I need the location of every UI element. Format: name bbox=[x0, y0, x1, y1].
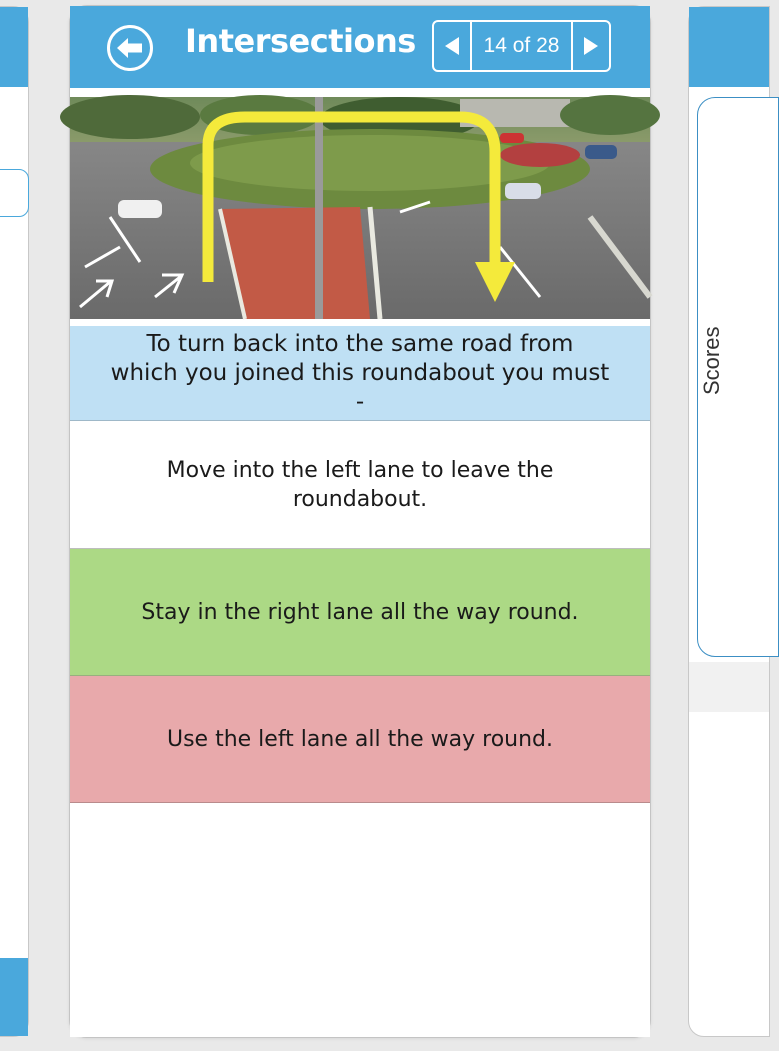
answer-option-1[interactable]: Move into the left lane to leave the roundabout. bbox=[70, 422, 650, 549]
roundabout-photo bbox=[70, 97, 650, 319]
previous-question-button[interactable] bbox=[434, 22, 470, 70]
card-empty-area bbox=[70, 803, 650, 1037]
previous-card-field bbox=[0, 169, 29, 217]
header-bar bbox=[70, 6, 650, 88]
answer-option-2[interactable]: Stay in the right lane all the way round. bbox=[70, 549, 650, 676]
next-card-edge[interactable] bbox=[688, 6, 770, 1037]
answer-option-3[interactable]: Use the left lane all the way round. bbox=[70, 676, 650, 803]
previous-card-header bbox=[0, 7, 28, 87]
back-button[interactable] bbox=[106, 24, 154, 72]
page-title: Intersections bbox=[185, 22, 416, 60]
previous-card-edge[interactable] bbox=[0, 6, 29, 1037]
next-question-button[interactable] bbox=[573, 22, 609, 70]
question-pager bbox=[432, 20, 611, 72]
question-text: To turn back into the same road from which you joined this roundabout you must - bbox=[70, 326, 650, 421]
next-card-header bbox=[689, 7, 769, 87]
question-counter: 14 of 28 bbox=[470, 22, 573, 70]
triangle-left-icon bbox=[443, 35, 461, 57]
question-card bbox=[69, 5, 651, 1038]
back-arrow-circle-icon bbox=[106, 24, 154, 72]
triangle-right-icon bbox=[582, 35, 600, 57]
scores-label: Scores bbox=[699, 326, 724, 395]
previous-card-footer bbox=[0, 958, 28, 1036]
next-card-strip bbox=[689, 662, 769, 712]
